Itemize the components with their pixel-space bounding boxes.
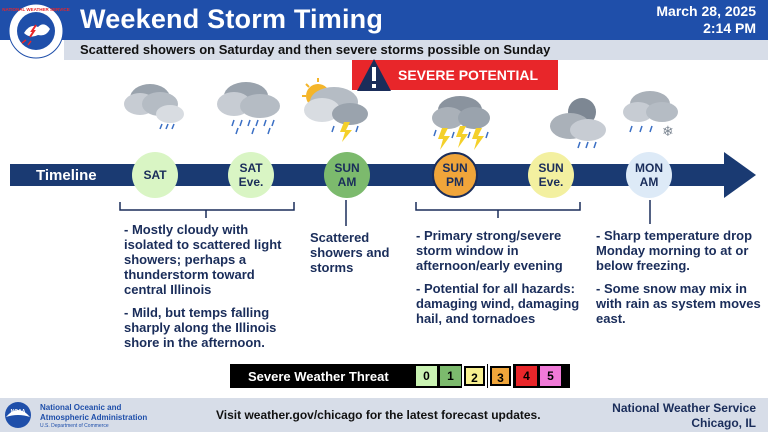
timeline-node-sun-eve [528,152,574,198]
node-label-line1: SAT [143,168,167,182]
sun-thunderstorm-icon [298,74,378,146]
nws-logo-icon [2,3,70,59]
saturday-desc-2: - Mild, but temps falling sharply along the Illinois shore in the afternoon. [124,305,277,350]
noaa-logo-icon [4,401,32,429]
night-rain-cloud-icon [544,94,612,154]
node-label-line1: SUN [334,161,360,175]
node-label-line1: SAT [239,161,263,175]
node-label-line2: Eve. [538,175,564,189]
rain-cloud-icon [214,76,288,138]
threat-scale-label: Severe Weather Threat [248,369,389,384]
noaa-department: U.S. Department of Commerce [40,423,109,429]
monday-description [596,228,766,334]
saturday-desc-1: - Mostly cloudy with isolated to scattered light showers; perhaps a thunderstorm toward central Illinois [124,222,282,297]
node-label-line2: Eve. [238,175,264,189]
node-label-line1: SUN [538,161,564,175]
saturday-description [124,222,294,358]
page-title: Weekend Storm Timing [80,4,384,34]
node-label-line1: SUN [442,161,468,175]
date-text: March 28, 2025 [656,3,756,19]
node-label-line2: PM [446,175,464,189]
threat-level-2: 2 [464,366,485,386]
timeline-label: Timeline [36,167,97,184]
date-time [656,3,756,37]
sunday-am-connector [340,200,352,228]
noaa-name [40,403,147,423]
thunderstorm-icon [428,92,494,156]
timeline-node-sun-am [324,152,370,198]
saturday-bracket [118,200,298,222]
timeline-node-sun-pm [432,152,478,198]
nws-logo-text: NATIONAL WEATHER SERVICE [2,7,70,12]
noaa-logo-text: NOAA [10,409,26,415]
timeline-node-sat [132,152,178,198]
time-text: 2:14 PM [703,20,756,36]
monday-connector [644,200,656,226]
severe-potential-label: SEVERE POTENTIAL [398,67,539,83]
rain-snow-cloud-icon [620,86,680,146]
monday-desc-2: - Some snow may mix in with rain as system moves east. [596,281,761,326]
timeline-node-mon-am [626,152,672,198]
node-label-line1: MON [635,161,663,175]
sunday-pm-bracket [414,200,584,222]
office-line1: National Weather Service [612,401,756,415]
node-label-line2: AM [639,175,659,189]
office-line2: Chicago, IL [691,416,756,430]
threat-level-1: 1 [440,366,461,386]
node-label-line2: AM [337,175,357,189]
timeline-node-sat-eve [228,152,274,198]
office-name [612,401,756,431]
noaa-name-line2: Atmospheric Administration [40,413,148,422]
monday-desc-1: - Sharp temperature drop Monday morning to at or below freezing. [596,228,753,273]
threat-level-5: 5 [540,366,561,386]
sunday-pm-desc-1: - Primary strong/severe storm window in afternoon/early evening [416,228,563,273]
noaa-name-line1: National Oceanic and [40,403,122,412]
rain-cloud-icon [120,76,190,136]
subtitle: Scattered showers on Saturday and then severe storms possible on Sunday [80,42,551,57]
threat-level-4: 4 [516,366,537,386]
threat-level-3: 3 [490,366,511,386]
visit-text: Visit weather.gov/chicago for the latest forecast updates. [216,408,541,422]
sunday-pm-description [416,228,596,334]
svg-text:❄: ❄ [662,124,674,140]
threat-level-0: 0 [416,366,437,386]
sunday-pm-desc-2: - Potential for all hazards: damaging wind, damaging hail, and tornadoes [416,281,580,326]
sunday-am-description: Scattered showers and storms [310,230,390,275]
